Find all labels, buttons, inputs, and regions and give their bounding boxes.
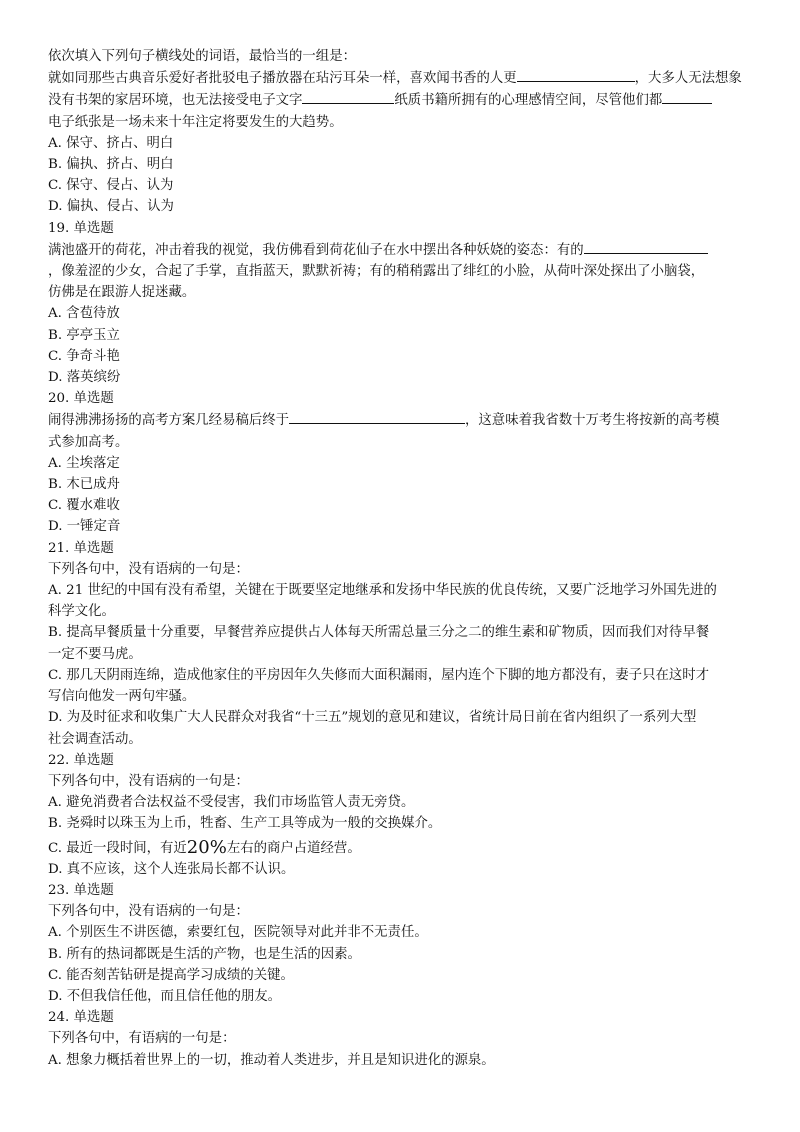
- option-d[interactable]: D. 真不应该，这个人连张局长都不认识。: [48, 861, 295, 877]
- question-19-type: 19. 单选题: [48, 220, 114, 236]
- option-d-line-1[interactable]: D. 为及时征求和收集广大人民群众对我省“十三五”规划的意见和建议，省统计局日前在省内组织了一系列大型: [48, 710, 697, 726]
- option-c-text: 左右的商户占道经营。: [226, 840, 361, 856]
- question-19-passage-line-2: ，像羞涩的少女，合起了手掌，直指蓝天，默默祈祷；有的稍稍露出了绯红的小脸，从荷叶深处探出了小脑袋，: [48, 264, 705, 280]
- option-d[interactable]: D. 一锤定音: [48, 519, 121, 535]
- passage-text: 纸质书籍所拥有的心理感情空间，尽管他们都: [394, 93, 663, 109]
- question-21-stem: 下列各句中，没有语病的一句是：: [48, 561, 249, 577]
- option-d[interactable]: D. 不但我信任他，而且信任他的朋友。: [48, 988, 282, 1004]
- option-a[interactable]: A. 个别医生不讲医德，索要红包，医院领导对此并非不无责任。: [48, 925, 428, 941]
- question-21-type: 21. 单选题: [48, 540, 114, 556]
- question-22-stem: 下列各句中，没有语病的一句是：: [48, 773, 249, 789]
- question-18-passage-line-1: [48, 67, 760, 89]
- question-20-type: 20. 单选题: [48, 391, 114, 407]
- option-c[interactable]: C. 能否刻苦钻研是提高学习成绩的关键。: [48, 967, 294, 983]
- option-c-line-1[interactable]: C. 那几天阴雨连绵，造成他家住的平房因年久失修而大面积漏雨，屋内连个下脚的地方都没有，妻子只在这时才: [48, 667, 710, 683]
- percent-value: 20%: [186, 836, 227, 858]
- option-d[interactable]: D. 落英缤纷: [48, 370, 121, 386]
- document-page: [48, 46, 760, 1071]
- option-d[interactable]: D. 偏执、侵占、认为: [48, 199, 174, 215]
- question-22-type: 22. 单选题: [48, 752, 114, 768]
- option-c[interactable]: C. 争奇斗艳: [48, 348, 120, 364]
- answer-blank-2: [302, 89, 394, 104]
- question-18-stem: 依次填入下列句子横线处的词语，最恰当的一组是：: [48, 49, 356, 64]
- passage-text: 满池盛开的荷花，冲击着我的视觉，我仿佛看到荷花仙子在水中摆出各种妖娆的姿态：有的: [48, 242, 584, 258]
- option-b[interactable]: B. 所有的热词都既是生活的产物，也是生活的因素。: [48, 946, 361, 962]
- question-18-passage-line-3: 电子纸张是一场未来十年注定将要发生的大趋势。: [48, 114, 343, 130]
- option-a[interactable]: A. 避免消费者合法权益不受侵害，我们市场监管人责无旁贷。: [48, 795, 415, 811]
- option-a[interactable]: A. 想象力概括着世界上的一切，推动着人类进步，并且是知识进化的源泉。: [48, 1052, 495, 1068]
- question-20-passage-line-2: 式参加高考。: [48, 434, 129, 450]
- option-b-line-2[interactable]: 一定不要马虎。: [48, 646, 142, 662]
- passage-text: 闹得沸沸扬扬的高考方案几经易稿后终于: [48, 413, 290, 429]
- option-d-line-2[interactable]: 社会调查活动。: [48, 731, 142, 747]
- option-a[interactable]: A. 保守、挤占、明白: [48, 135, 174, 151]
- question-24-stem: 下列各句中，有语病的一句是：: [48, 1031, 236, 1047]
- option-c-line-2[interactable]: 写信向他发一两句牢骚。: [48, 689, 196, 705]
- question-20-passage-line-1: [48, 409, 760, 431]
- option-c[interactable]: C. 覆水难收: [48, 498, 120, 514]
- option-b[interactable]: B. 尧舜时以珠玉为上币，牲畜、生产工具等成为一般的交换媒介。: [48, 816, 442, 832]
- option-c[interactable]: [48, 837, 760, 859]
- question-23-type: 23. 单选题: [48, 882, 114, 898]
- option-a-line-1[interactable]: A. 21 世纪的中国有没有希望，关键在于既要坚定地继承和发扬中华民族的优良传统，又要广泛地学习外国先进的: [48, 583, 717, 599]
- passage-text: 没有书架的家居环境，也无法接受电子文字: [48, 93, 303, 109]
- answer-blank: [584, 239, 708, 254]
- option-a-line-2[interactable]: 科学文化。: [48, 604, 115, 620]
- passage-text: 就如同那些古典音乐爱好者批驳电子播放器在玷污耳朵一样，喜欢闻书香的人更: [48, 71, 517, 87]
- answer-blank-3: [662, 89, 712, 104]
- option-c[interactable]: C. 保守、侵占、认为: [48, 178, 174, 194]
- option-b-line-1[interactable]: B. 提高早餐质量十分重要，早餐营养应提供占人体每天所需总量三分之二的维生素和矿物质，因而我们对待早餐: [48, 625, 710, 641]
- option-c-text: C. 最近一段时间，有近: [48, 840, 187, 856]
- question-19-passage-line-1: [48, 239, 760, 261]
- question-19-passage-line-3: 仿佛是在跟游人捉迷藏。: [48, 285, 196, 301]
- question-23-stem: 下列各句中，没有语病的一句是：: [48, 904, 249, 920]
- option-b[interactable]: B. 偏执、挤占、明白: [48, 157, 174, 173]
- option-a[interactable]: A. 尘埃落定: [48, 455, 120, 471]
- question-24-type: 24. 单选题: [48, 1010, 114, 1026]
- passage-text: ，大多人无法想象: [634, 71, 742, 87]
- question-18-passage-line-2: [48, 89, 760, 111]
- option-b[interactable]: B. 亭亭玉立: [48, 327, 120, 343]
- option-a[interactable]: A. 含苞待放: [48, 306, 120, 322]
- passage-text: ，这意味着我省数十万考生将按新的高考模: [465, 413, 720, 429]
- answer-blank-1: [517, 67, 635, 82]
- answer-blank: [289, 409, 465, 424]
- option-b[interactable]: B. 木已成舟: [48, 477, 120, 493]
